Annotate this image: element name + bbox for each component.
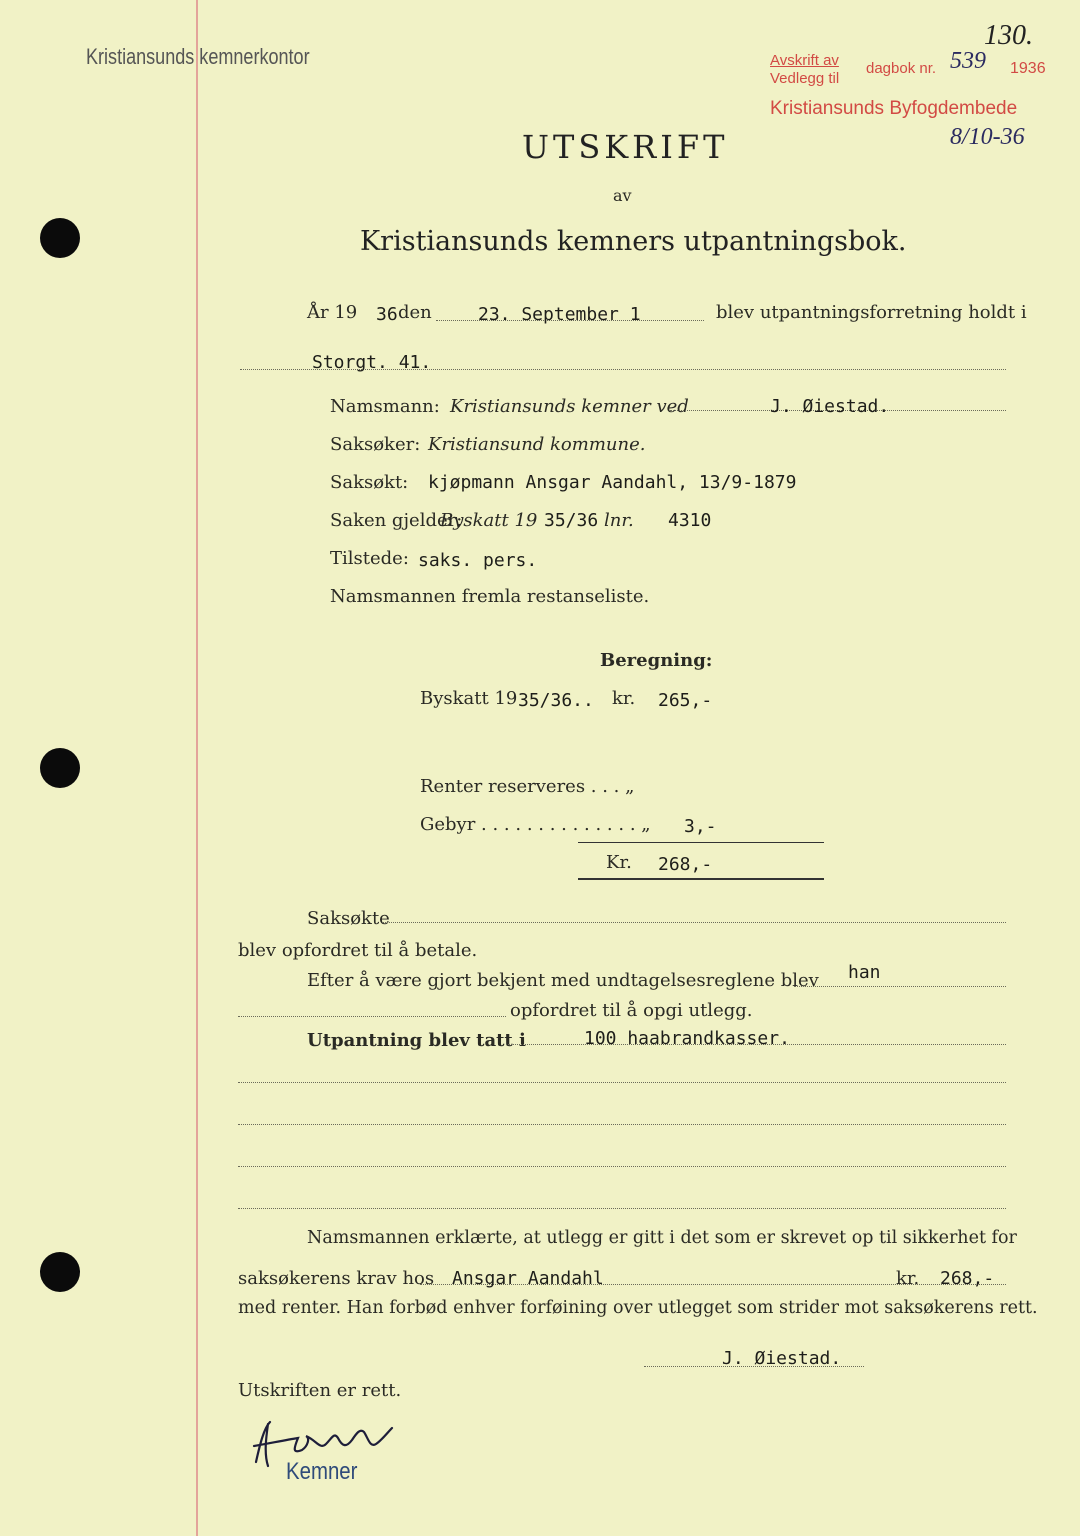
intro-den: den [398, 302, 432, 323]
fill-line [238, 1124, 1006, 1125]
utpantning-value: 100 haabrandkasser. [584, 1028, 790, 1049]
book-title: Kristiansunds kemners utpantningsbok. [360, 226, 907, 257]
folio-number: 130. [984, 20, 1033, 51]
date-note: 8/10-36 [950, 124, 1025, 150]
intro-ar: År 19 [307, 302, 358, 323]
intro-blev: blev utpantningsforretning holdt i [716, 302, 1027, 323]
namsmann-text: Kristiansunds kemner ved [450, 396, 689, 417]
stamp-year: 1936 [1010, 60, 1046, 77]
opgi-text: opfordret til å opgi utlegg. [510, 1000, 753, 1021]
fill-line [238, 1082, 1006, 1083]
dagbok-number: 539 [950, 48, 986, 74]
saksoker-value: Kristiansund kommune. [428, 434, 646, 455]
gjelder-label: Saken gjelder: [330, 510, 463, 531]
krav-name: Ansgar Aandahl [452, 1268, 604, 1289]
forbod-text: med renter. Han forbød enhver forføining over utlegget som strider mot saksøkerens rett. [238, 1298, 1038, 1318]
stamp-dagbok: dagbok nr. [866, 60, 937, 77]
byskatt-kr: kr. [612, 688, 636, 709]
gjelder-nr: 4310 [668, 510, 712, 531]
gjelder-text: Byskatt 19 [440, 510, 538, 531]
calc-heading: Beregning: [600, 650, 713, 671]
saksoker-label: Saksøker: [330, 434, 421, 455]
fill-line [238, 1016, 506, 1017]
total-rule [578, 878, 824, 880]
byskatt-year: 35/36.. [518, 690, 594, 711]
margin-rule [196, 0, 198, 1536]
intro-place: Storgt. 41. [312, 352, 432, 373]
sum-rule [578, 842, 824, 843]
stamp-avskrift: Avskrift av [770, 52, 839, 69]
efter-text: Efter å være gjort bekjent med undtagelsesreglene blev [307, 970, 819, 991]
fill-line [794, 986, 1006, 987]
byskatt-label: Byskatt 19 [420, 688, 518, 709]
renter-line: Renter reserveres . . . „ [420, 776, 635, 797]
erklaerte-text: Namsmannen erklærte, at utlegg er gitt i det som er skrevet op til sikkerhet for [307, 1228, 1017, 1248]
krav-kr: kr. [896, 1268, 920, 1289]
title-av: av [613, 186, 632, 205]
utpantning-label: Utpantning blev tatt i [307, 1030, 526, 1051]
fill-line [238, 1166, 1006, 1167]
tilstede-value: saks. pers. [418, 550, 538, 571]
han-value: han [848, 962, 881, 983]
punch-hole [40, 748, 80, 788]
gjelder-year: 35/36 [544, 510, 599, 531]
punch-hole [40, 1252, 80, 1292]
office-stamp: Kristiansunds kemnerkontor [86, 44, 310, 69]
saksokt-value: kjøpmann Ansgar Aandahl, 13/9-1879 [428, 472, 797, 493]
fill-line [238, 1208, 1006, 1209]
tilstede-label: Tilstede: [330, 548, 409, 569]
namsmann-label: Namsmann: [330, 396, 440, 417]
fremla-text: Namsmannen fremla restanseliste. [330, 586, 650, 607]
saksokt-label: Saksøkt: [330, 472, 409, 493]
total-label: Kr. [606, 852, 632, 873]
opfordret-text: blev opfordret til å betale. [238, 940, 478, 961]
document-title: UTSKRIFT [522, 128, 729, 166]
gebyr-amount: 3,- [684, 816, 717, 837]
fill-line [382, 922, 1006, 923]
punch-hole [40, 218, 80, 258]
byskatt-amount: 265,- [658, 690, 713, 711]
typed-signature: J. Øiestad. [722, 1348, 842, 1369]
gebyr-label: Gebyr . . . . . . . . . . . . . . „ [420, 814, 651, 835]
krav-hos-label: saksøkerens krav hos [238, 1268, 435, 1289]
kemner-stamp: Kemner [286, 1458, 358, 1485]
namsmann-value: J. Øiestad. [770, 396, 890, 417]
krav-amount: 268,- [940, 1268, 995, 1289]
intro-year: 36 [376, 304, 398, 325]
rett-text: Utskriften er rett. [238, 1380, 402, 1401]
intro-date: 23. September 1 [478, 304, 641, 325]
stamp-court: Kristiansunds Byfogdembede [770, 98, 1018, 119]
saksokte-label: Saksøkte [307, 908, 390, 929]
total-amount: 268,- [658, 854, 713, 875]
gjelder-lnr: lnr. [604, 510, 634, 531]
stamp-vedlegg: Vedlegg til [770, 70, 840, 87]
